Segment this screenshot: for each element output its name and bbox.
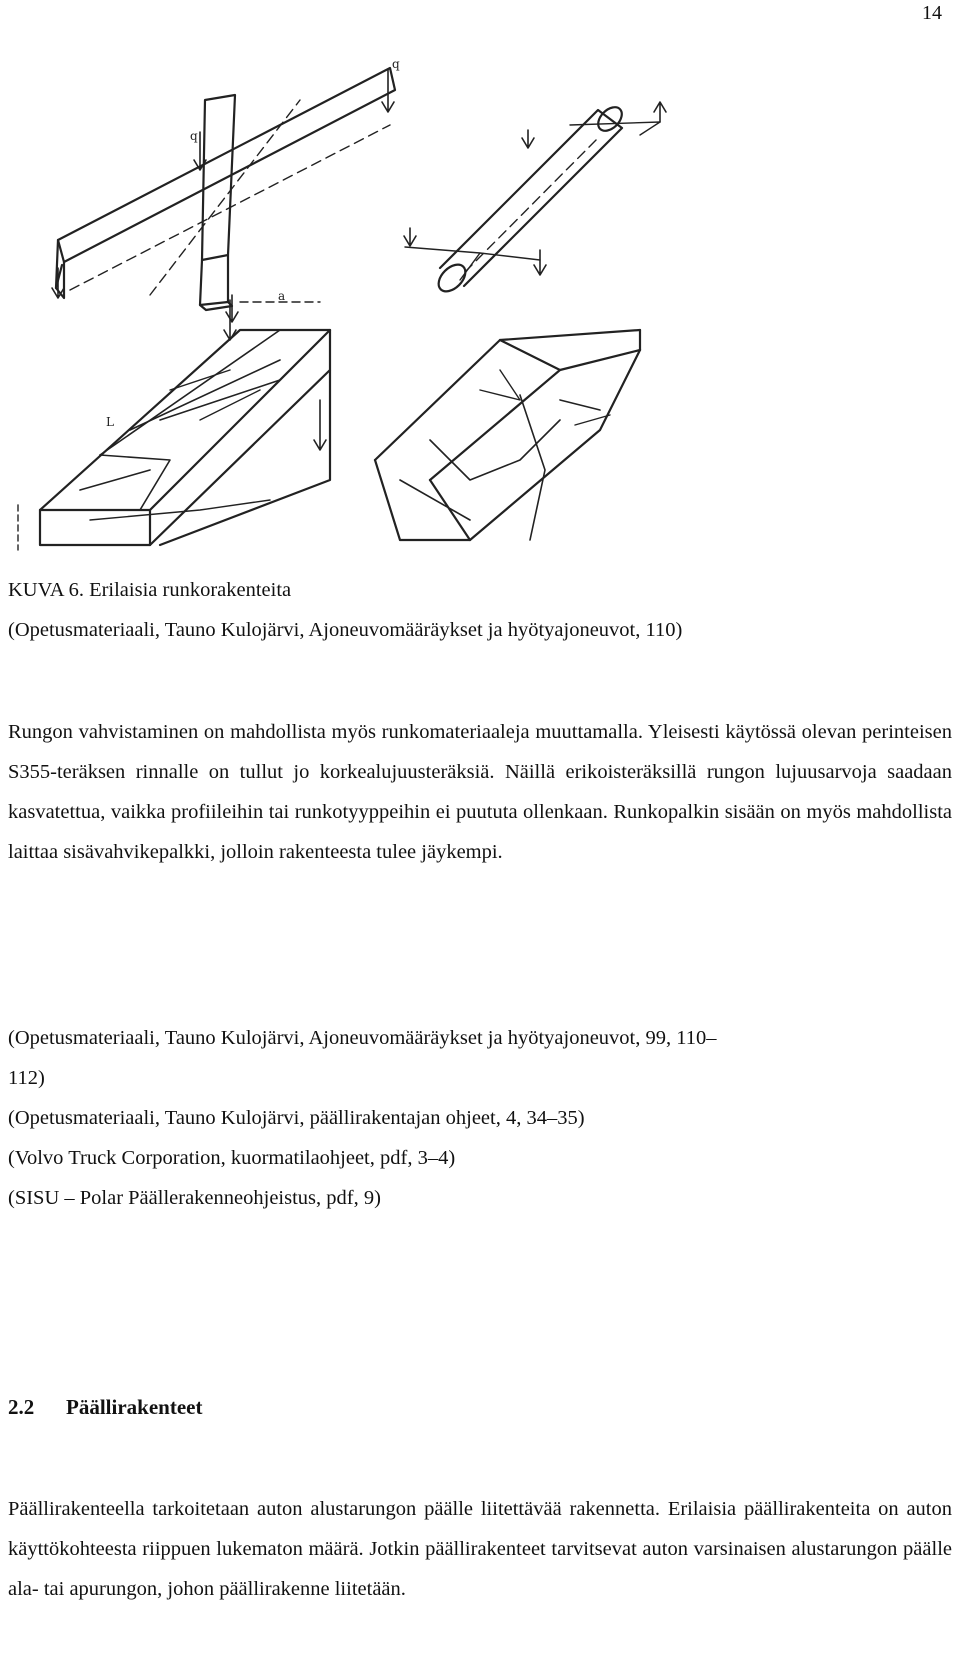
crossed-beams-drawing [52,57,400,322]
page-number: 14 [922,2,942,24]
paragraph-1-text: Rungon vahvistaminen on mahdollista myös runkomateriaaleja muuttamalla. Yleisesti käytössä olevan perinteisen S355-teräksen rinnalle on tullut jo korkealujuusteräksiä. Näillä erikoisteräksillä rungon lujuusarvoja saadaan kasvatettua, vaikka profiileihin tai runkotyyppeihin ei puututa ollenkaan. Runkopalkin sisään on myös mahdollista laittaa sisävahvikepalkki, jolloin rakenteesta tulee jäykempi. [8,721,952,863]
frame-structures-figure [0,40,960,570]
paragraph-frame-materials [8,712,952,872]
paragraph-2-text: Päällirakenteella tarkoitetaan auton alustarungon päälle liitettävää rakennetta. Erilaisia päällirakenteita on auton käyttökohteesta riippuen lukematon määrä. Jotkin päällirakenteet tarvitsevat auton varsinaisen alustarungon päälle ala- tai apurungon, johon päällirakenne liitetään. [8,1498,952,1600]
q-label-2: q [190,129,198,143]
section-number: 2.2 [8,1395,35,1419]
figure-caption-source: (Opetusmateriaali, Tauno Kulojärvi, Ajoneuvomääräykset ja hyötyajoneuvot, 110) [8,619,683,641]
figure-caption [8,570,682,650]
frame-structures-drawing [0,40,960,570]
figure-caption-title: KUVA 6. Erilaisia runkorakenteita [8,579,292,601]
section-title: Päällirakenteet [66,1395,203,1419]
reference-item: (Opetusmateriaali, Tauno Kulojärvi, Ajoneuvomääräykset ja hyötyajoneuvot, 99, 110– [8,1027,717,1049]
channel-frame-drawing [375,330,640,540]
reference-item: (Volvo Truck Corporation, kuormatilaohjeet, pdf, 3–4) [8,1147,456,1169]
reference-list [8,1018,952,1218]
reference-item: (Opetusmateriaali, Tauno Kulojärvi, päällirakentajan ohjeet, 4, 34–35) [8,1107,585,1129]
q-label-1: q [392,57,400,71]
reference-item: (SISU – Polar Päällerakenneohjeistus, pdf, 9) [8,1187,381,1209]
section-heading [8,1395,202,1420]
tube-beam-drawing [404,102,666,296]
box-frame-drawing [18,289,330,550]
L-label: L [106,415,114,429]
a-label: a [278,289,286,303]
reference-item: 112) [8,1067,45,1089]
paragraph-superstructures [8,1489,952,1609]
